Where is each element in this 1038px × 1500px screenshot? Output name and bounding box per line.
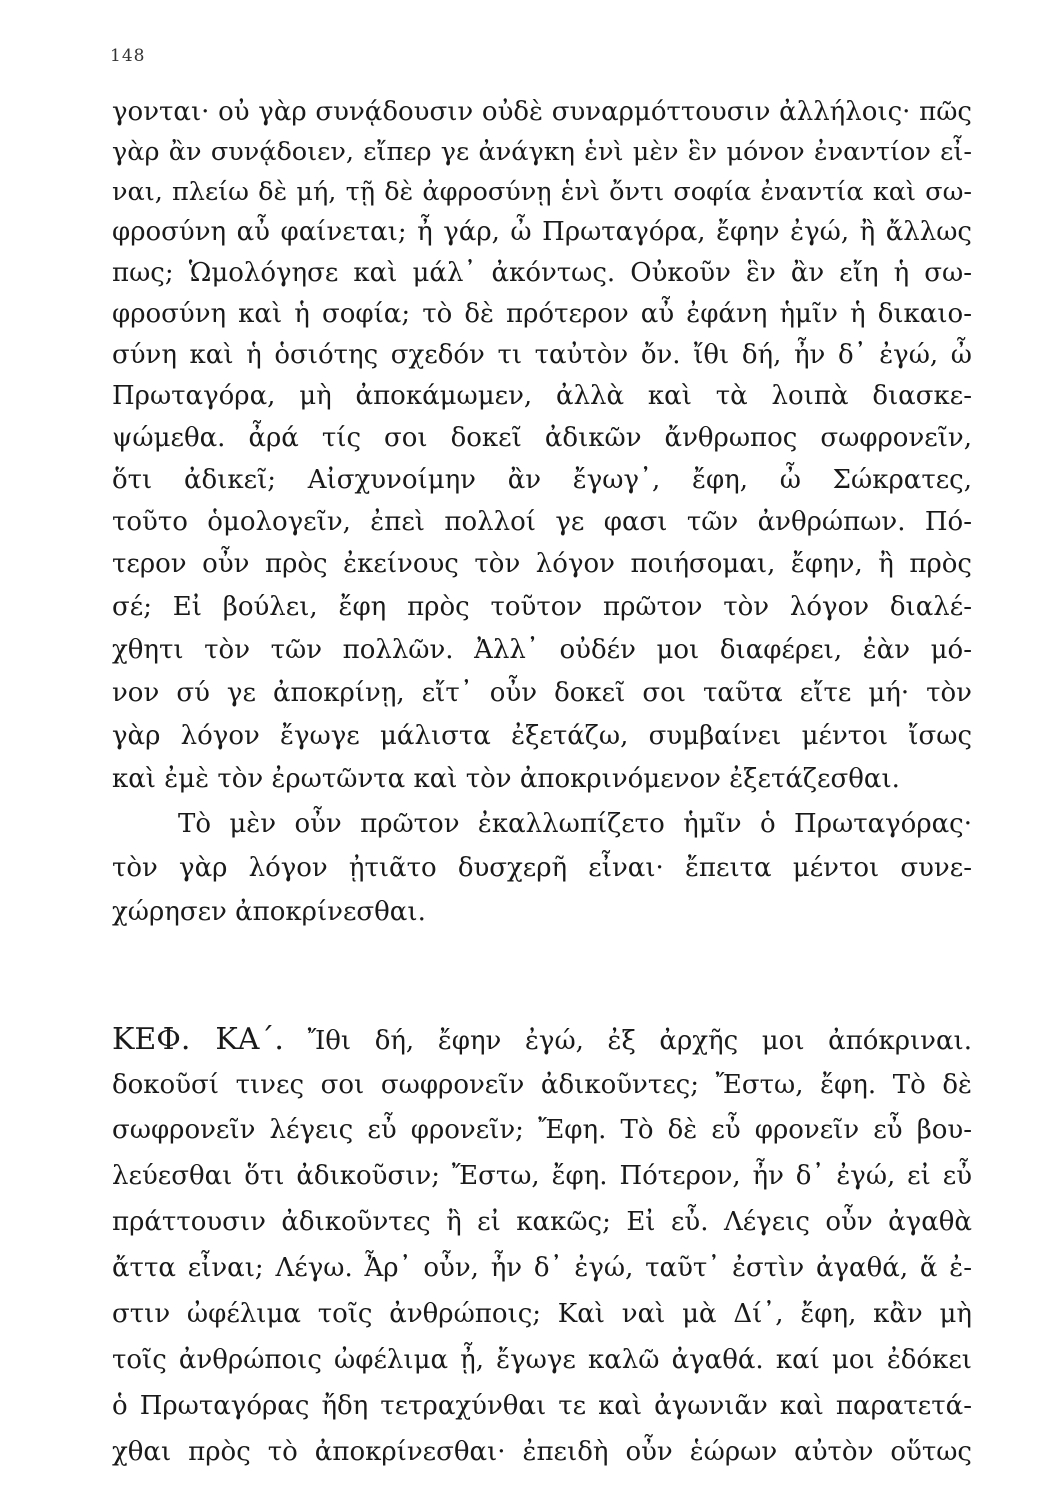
text-line: δοκοῦσί τινες σοι σωφρονεῖν ἀδικοῦντες; Ἔστω, ἔφη. Τὸ δὲ bbox=[112, 1070, 972, 1100]
text-line: Πρωταγόρα, μὴ ἀποκάμωμεν, ἀλλὰ καὶ τὰ λοιπὰ διασκε- bbox=[112, 381, 972, 411]
text-line: ὅτι ἀδικεῖ; Αἰσχυνοίμην ἂν ἔγωγ᾽, ἔφη, ὦ Σώκρατες, bbox=[112, 465, 972, 495]
text-line: χώρησεν ἀποκρίνεσθαι. bbox=[112, 897, 426, 927]
text-line: γονται· οὐ γὰρ συνᾴδουσιν οὐδὲ συναρμόττουσιν ἀλλήλοις· πῶς bbox=[112, 97, 972, 127]
text-line: γὰρ λόγον ἔγωγε μάλιστα ἐξετάζω, συμβαίνει μέντοι ἴσως bbox=[112, 721, 972, 751]
text-line: φροσύνη καὶ ἡ σοφία; τὸ δὲ πρότερον αὖ ἐφάνη ἡμῖν ἡ δικαιο- bbox=[112, 299, 972, 329]
text-line: Τὸ μὲν οὖν πρῶτον ἐκαλλωπίζετο ἡμῖν ὁ Πρωταγόρας· bbox=[178, 809, 972, 839]
text-line: ἄττα εἶναι; Λέγω. Ἆρ᾽ οὖν, ἦν δ᾽ ἐγώ, ταῦτ᾽ ἐστὶν ἀγαθά, ἅ ἐ- bbox=[112, 1253, 972, 1283]
text-line: σωφρονεῖν λέγεις εὖ φρονεῖν; Ἔφη. Τὸ δὲ εὖ φρονεῖν εὖ βου- bbox=[112, 1115, 972, 1145]
text-line: τοῖς ἀνθρώποις ὠφέλιμα ᾖ, ἔγωγε καλῶ ἀγαθά. καί μοι ἐδόκει bbox=[112, 1345, 972, 1375]
text-line: καὶ ἐμὲ τὸν ἐρωτῶντα καὶ τὸν ἀποκρινόμενον ἐξετάζεσθαι. bbox=[112, 764, 900, 794]
text-line: Ἴθι δή, ἔφην ἐγώ, ἐξ ἀρχῆς μοι ἀπόκριναι. bbox=[307, 1026, 972, 1056]
chapter-first-line bbox=[112, 1022, 972, 1058]
text-line: σέ; Εἰ βούλει, ἔφη πρὸς τοῦτον πρῶτον τὸν λόγον διαλέ- bbox=[112, 592, 972, 622]
text-line: τοῦτο ὁμολογεῖν, ἐπεὶ πολλοί γε φασι τῶν ἀνθρώπων. Πό- bbox=[112, 507, 972, 537]
text-line: πως; Ὡμολόγησε καὶ μάλ᾽ ἀκόντως. Οὐκοῦν ἓν ἂν εἴη ἡ σω- bbox=[112, 258, 972, 288]
text-line: χθαι πρὸς τὸ ἀποκρίνεσθαι· ἐπειδὴ οὖν ἑώρων αὐτὸν οὕτως bbox=[112, 1437, 972, 1467]
text-line: ναι, πλείω δὲ μή, τῇ δὲ ἀφροσύνῃ ἑνὶ ὄντι σοφία ἐναντία καὶ σω- bbox=[112, 177, 972, 207]
text-line: σύνη καὶ ἡ ὁσιότης σχεδόν τι ταὐτὸν ὄν. ἴθι δή, ἦν δ᾽ ἐγώ, ὦ bbox=[112, 340, 972, 370]
text-line: ὁ Πρωταγόρας ἤδη τετραχύνθαι τε καὶ ἀγωνιᾶν καὶ παρατετά- bbox=[112, 1391, 972, 1421]
text-line: ψώμεθα. ἆρά τίς σοι δοκεῖ ἀδικῶν ἄνθρωπος σωφρονεῖν, bbox=[112, 423, 972, 453]
text-line: γὰρ ἂν συνᾴδοιεν, εἴπερ γε ἀνάγκη ἑνὶ μὲν ἓν μόνον ἐναντίον εἶ- bbox=[112, 137, 972, 167]
text-line: χθητι τὸν τῶν πολλῶν. Ἀλλ᾽ οὐδέν μοι διαφέρει, ἐὰν μό- bbox=[112, 635, 972, 665]
text-line: νον σύ γε ἀποκρίνῃ, εἴτ᾽ οὖν δοκεῖ σοι ταῦτα εἴτε μή· τὸν bbox=[112, 678, 972, 708]
text-line: φροσύνη αὖ φαίνεται; ἦ γάρ, ὦ Πρωταγόρα, ἔφην ἐγώ, ἢ ἄλλως bbox=[112, 217, 972, 247]
text-line: λεύεσθαι ὅτι ἀδικοῦσιν; Ἔστω, ἔφη. Πότερον, ἦν δ᾽ ἐγώ, εἰ εὖ bbox=[112, 1161, 972, 1191]
text-line: τερον οὖν πρὸς ἐκείνους τὸν λόγον ποιήσομαι, ἔφην, ἢ πρὸς bbox=[112, 549, 972, 579]
page-number: 148 bbox=[110, 46, 146, 66]
text-line: πράττουσιν ἀδικοῦντες ἢ εἰ κακῶς; Εἰ εὖ. Λέγεις οὖν ἀγαθὰ bbox=[112, 1207, 972, 1237]
chapter-heading: ΚΕΦ. ΚΑ΄. bbox=[112, 1022, 284, 1057]
text-line: στιν ὠφέλιμα τοῖς ἀνθρώποις; Καὶ ναὶ μὰ Δί᾽, ἔφη, κἂν μὴ bbox=[112, 1299, 972, 1329]
text-line: τὸν γὰρ λόγον ᾐτιᾶτο δυσχερῆ εἶναι· ἔπειτα μέντοι συνε- bbox=[112, 853, 972, 883]
